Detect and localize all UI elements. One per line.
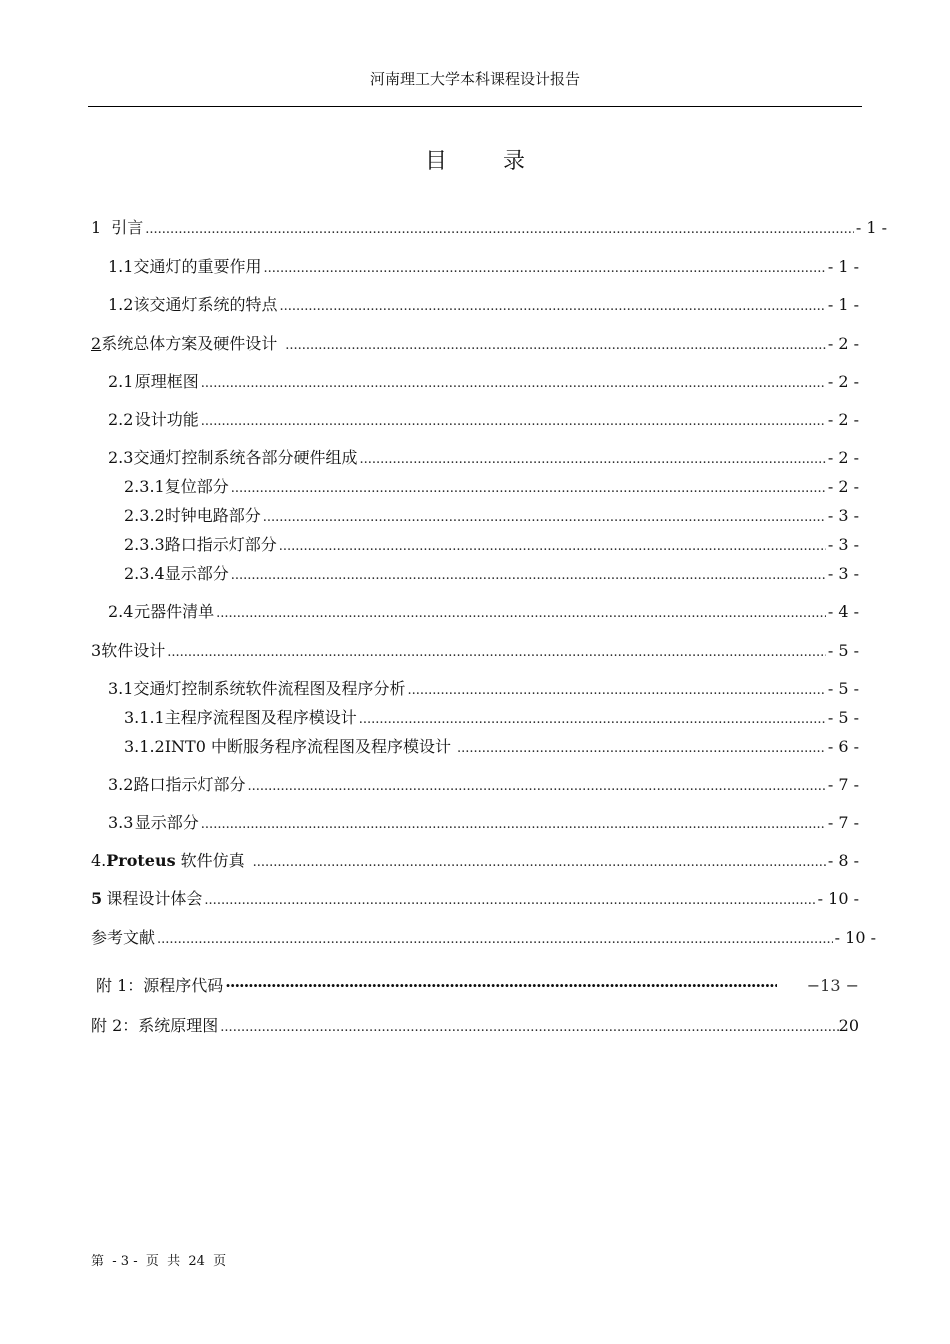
toc-entry[interactable] <box>124 705 859 728</box>
toc-entry[interactable] <box>91 848 859 871</box>
toc-entry-label: INT0 中断服务程序流程图及程序模设计 <box>164 737 451 756</box>
toc-entry-number: 附 2： <box>91 1016 139 1035</box>
toc-entry[interactable] <box>124 561 859 584</box>
toc-entry-number: 4. <box>91 851 107 870</box>
toc-entry-page: - 3 - <box>827 535 859 554</box>
toc-leader-dots <box>201 818 826 831</box>
toc-entry-label: 课程设计体会 <box>106 889 203 908</box>
toc-entry-number: 3.1 <box>108 679 134 698</box>
toc-entry-label: 交通灯控制系统软件流程图及程序分析 <box>133 679 406 698</box>
toc-leader-dots <box>225 978 776 994</box>
toc-entry-label: 参考文献 <box>91 928 156 947</box>
toc-entry[interactable] <box>108 369 859 392</box>
toc-leader-dots <box>201 377 826 390</box>
toc-entry-number: 3.3 <box>108 813 134 832</box>
toc-entry[interactable] <box>124 503 859 526</box>
toc-entry-number: 3.1.2 <box>124 737 165 756</box>
toc-leader-dots <box>279 300 825 313</box>
toc-entry-label: 显示部分 <box>134 813 199 832</box>
toc-leader-dots <box>359 453 825 466</box>
toc-entry-page: - 1 - <box>855 218 887 237</box>
toc-entry-number: 1.2 <box>108 295 134 314</box>
page-header <box>0 68 950 89</box>
toc-entry-label: 交通灯的重要作用 <box>133 257 262 276</box>
toc-entry-number: 2.2 <box>108 410 134 429</box>
toc-entry-page: −13 − <box>806 976 859 995</box>
toc-leader-dots <box>231 569 826 582</box>
toc-entry[interactable] <box>91 886 859 909</box>
toc-entry[interactable] <box>91 1013 859 1036</box>
toc-entry-label: 主程序流程图及程序模设计 <box>164 708 357 727</box>
toc-leader-dots <box>247 780 825 793</box>
toc-entry-page: - 10 - <box>834 928 876 947</box>
toc-leader-dots <box>231 482 826 495</box>
toc-entry[interactable] <box>108 772 859 795</box>
toc-entry-page: - 4 - <box>827 602 859 621</box>
footer-page-number: 第 - 3 - 页 共 24 页 <box>91 1254 227 1269</box>
toc-entry-number: 附 1： <box>96 976 144 995</box>
toc-leader-dots <box>145 223 854 236</box>
toc-title-right: 录 <box>503 149 526 174</box>
toc-entry-page: - 10 - <box>817 889 859 908</box>
toc-leader-dots <box>359 713 826 726</box>
toc-entry-label: 系统原理图 <box>138 1016 219 1035</box>
toc-entry-page: 20 <box>838 1016 859 1035</box>
toc-entry-number: 3.1.1 <box>124 708 165 727</box>
toc-entry-label: 源程序代码 <box>143 976 224 995</box>
toc-entry[interactable] <box>108 676 859 699</box>
toc-entry-page: - 1 - <box>827 295 859 314</box>
toc-entry-label: 系统总体方案及硬件设计 <box>101 334 278 353</box>
toc-entry-number: 3 <box>91 641 102 660</box>
toc-entry-number: 2 <box>91 334 102 353</box>
toc-entry-number: 2.4 <box>108 602 134 621</box>
toc-entry-number: 3.2 <box>108 775 134 794</box>
page-footer <box>91 1250 226 1269</box>
toc-entry-label: 设计功能 <box>134 410 199 429</box>
header-rule <box>88 106 862 107</box>
toc-leader-dots <box>285 339 826 352</box>
toc-entry-page: - 6 - <box>827 737 859 756</box>
toc-leader-dots <box>263 511 826 524</box>
toc-entry[interactable] <box>108 407 859 430</box>
toc-entry-number: 2.3.4 <box>124 564 165 583</box>
toc-entry[interactable] <box>108 254 859 277</box>
toc-entry-number: 2.3.3 <box>124 535 165 554</box>
toc-entry-label: 引言 <box>111 218 144 237</box>
toc-entry-label: 路口指示灯部分 <box>164 535 277 554</box>
toc-entry-page: - 7 - <box>827 775 859 794</box>
toc-entry[interactable] <box>124 474 859 497</box>
toc-entry-label: 原理框图 <box>134 372 199 391</box>
toc-entry-label: 时钟电路部分 <box>164 506 261 525</box>
toc-title <box>0 144 950 175</box>
toc-entry-number: 1.1 <box>108 257 134 276</box>
toc-entry[interactable] <box>108 599 859 622</box>
toc-entry-page: - 5 - <box>827 641 859 660</box>
toc-leader-dots <box>253 856 826 869</box>
toc-entry-label: 显示部分 <box>164 564 229 583</box>
toc-entry-page: - 2 - <box>827 410 859 429</box>
toc-entry-number: 2.3.1 <box>124 477 165 496</box>
toc-entry-page: - 2 - <box>827 448 859 467</box>
toc-leader-dots <box>201 415 826 428</box>
toc-entry[interactable] <box>124 734 859 757</box>
toc-entry-label: 该交通灯系统的特点 <box>133 295 278 314</box>
toc-entry[interactable] <box>124 532 859 555</box>
toc-entry[interactable] <box>91 925 876 948</box>
toc-entry-page: - 7 - <box>827 813 859 832</box>
toc-entry-label: 软件设计 <box>101 641 166 660</box>
toc-entry-number: 2.1 <box>108 372 134 391</box>
toc-leader-dots <box>157 933 833 946</box>
toc-entry-label-proteus: Proteus <box>106 851 176 870</box>
toc-leader-dots <box>220 1021 838 1034</box>
toc-leader-dots <box>204 894 815 907</box>
toc-leader-dots <box>457 742 826 755</box>
toc-entry[interactable] <box>91 215 887 238</box>
toc-entry[interactable] <box>91 638 859 661</box>
toc-entry-number: 1 <box>91 218 102 237</box>
toc-leader-dots <box>263 262 825 275</box>
toc-entry-page: - 1 - <box>827 257 859 276</box>
toc-entry-page: - 2 - <box>827 372 859 391</box>
toc-entry-page: - 2 - <box>827 477 859 496</box>
toc-entry-page: - 3 - <box>827 506 859 525</box>
toc-entry-label: 路口指示灯部分 <box>133 775 246 794</box>
toc-entry-label: 元器件清单 <box>134 602 215 621</box>
toc-entry-number: 2.3 <box>108 448 134 467</box>
toc-entry-page: - 8 - <box>827 851 859 870</box>
toc-entry[interactable] <box>108 445 859 468</box>
toc-leader-dots <box>407 684 825 697</box>
toc-entry-page: - 2 - <box>827 334 859 353</box>
toc-entry-page: - 5 - <box>827 679 859 698</box>
toc-entry[interactable] <box>108 810 859 833</box>
toc-entry-label: 复位部分 <box>164 477 229 496</box>
toc-entry-label: 软件仿真 <box>180 851 245 870</box>
toc-entry-page: - 5 - <box>827 708 859 727</box>
toc-entry-label: 交通灯控制系统各部分硬件组成 <box>133 448 358 467</box>
toc-entry-page: - 3 - <box>827 564 859 583</box>
toc-title-left: 目 <box>424 149 447 174</box>
toc-entry-number: 5 <box>91 889 103 908</box>
header-title: 河南理工大学本科课程设计报告 <box>369 70 580 88</box>
toc-leader-dots <box>279 540 826 553</box>
toc-entry[interactable] <box>91 331 859 354</box>
toc-leader-dots <box>167 646 826 659</box>
toc-entry[interactable] <box>96 973 859 996</box>
toc-entry[interactable] <box>108 292 859 315</box>
toc-leader-dots <box>216 607 826 620</box>
toc-entry-number: 2.3.2 <box>124 506 165 525</box>
